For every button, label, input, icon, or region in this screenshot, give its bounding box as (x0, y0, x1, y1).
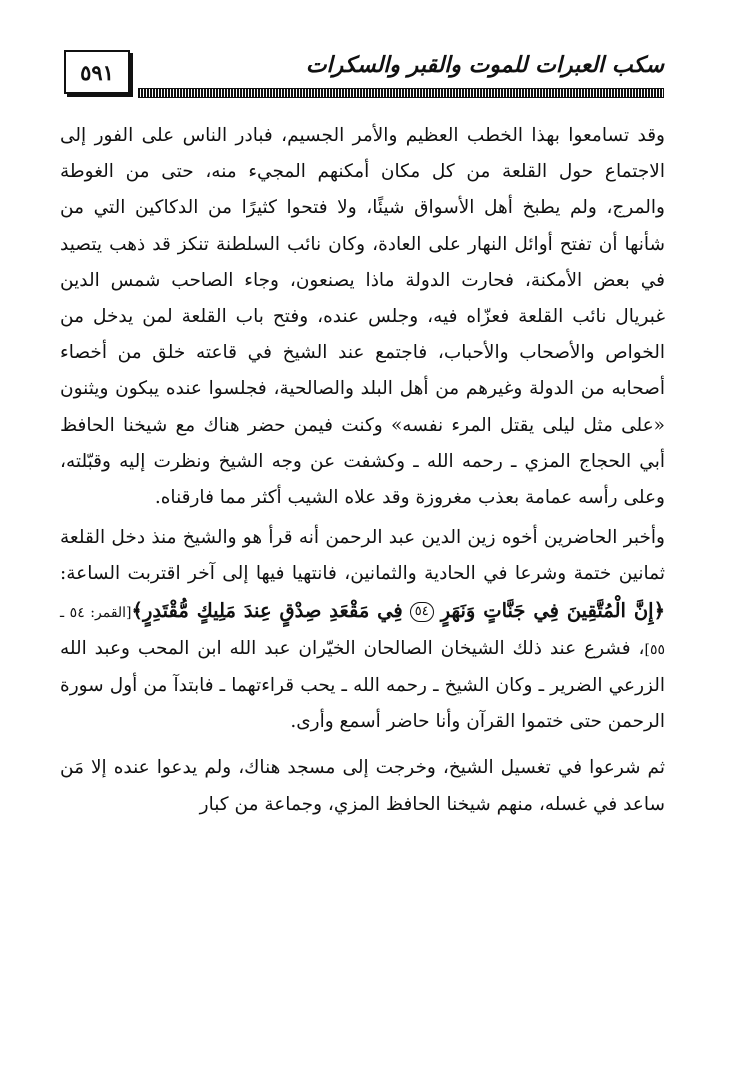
paragraph-text: وقد تسامعوا بهذا الخطب العظيم والأمر الجسيم، فبادر الناس على الفور إلى الاجتماع حول القلعة من كل مكان أمكنهم المجيء منه، حتى من الغوطة والمرج، ولم يطبخ أهل الأسواق شيئًا، ولا فتحوا كثيرًا من الدكاكين التي من شأنها أن تفتح أوائل النهار على العادة، وكان نائب السلطنة تنكز قد ذهب يتصيد في بعض الأمكنة، فحارت الدولة ماذا يصنعون، وجاء الصاحب شمس الدين غبريال نائب القلعة فعزّاه فيه، وجلس عنده، وفتح باب القلعة لمن يدخل من الخواص والأصحاب والأحباب، فاجتمع عند الشيخ في قاعته خلق من أخصاء أصحابه من الدولة وغيرهم من أهل البلد والصالحية، فجلسوا عنده يبكون ويثنون «على مثل ليلى يقتل المرء نفسه» وكنت فيمن حضر هناك مع شيخنا الحافظ أبي الحجاج المزي ـ رحمه الله ـ وكشفت عن وجه الشيخ ونظرت إليه وقبّلته، وعلى رأسه عمامة بعذب مغروزة وقد علاه الشيب أكثر مما فارقناه. (60, 125, 665, 509)
quran-verse: ﴿إِنَّ الْمُتَّقِينَ فِي جَنَّاتٍ وَنَهَرٍ (440, 598, 666, 622)
header-rule (138, 88, 664, 98)
paragraph (60, 750, 665, 822)
paragraph-text: ثم شرعوا في تغسيل الشيخ، وخرجت إلى مسجد هناك، ولم يدعوا عنده إلا مَن ساعد في غسله، منهم شيخنا الحافظ المزي، وجماعة من كبار (60, 757, 665, 815)
paragraph-text: ، فشرع عند ذلك الشيخان الصالحان الخيّران عبد الله ابن المحب وعبد الله الزرعي الضرير ـ وكان الشيخ ـ رحمه الله ـ يحب قراءتهما ـ فابتدآ من أول سورة الرحمن حتى ختموا القرآن وأنا حاضر أسمع وأرى. (60, 637, 665, 733)
page-body (60, 118, 665, 823)
quran-verse: فِي مَقْعَدِ صِدْقٍ عِندَ مَلِيكٍ مُّقْتَدِرٍ﴾ (131, 598, 403, 622)
paragraph-text: وأخبر الحاضرين أخوه زين الدين عبد الرحمن أنه قرأ هو والشيخ منذ دخل القلعة ثمانين ختمة وشرعا في الحادية والثمانين، فانتهيا فيها إلى آخر اقتربت الساعة: (60, 527, 665, 585)
paragraph (60, 118, 665, 516)
running-title: سكب العبرات للموت والقبر والسكرات (305, 52, 664, 78)
paragraph (60, 520, 665, 740)
ayah-number: ٥٤ (410, 602, 434, 622)
verse-reference: [القمر: ٥٤ ـ ٥٥] (60, 604, 665, 658)
page-header (64, 50, 664, 102)
page-number: ٥٩١ (64, 50, 130, 94)
